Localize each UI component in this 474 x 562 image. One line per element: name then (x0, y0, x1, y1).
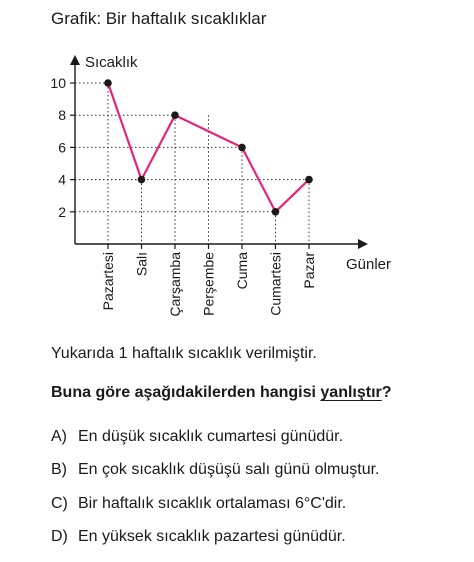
intro-text: Yukarıda 1 haftalık sıcaklık verilmiştir. (51, 345, 317, 362)
option-b[interactable] (51, 461, 379, 479)
question-text (51, 384, 392, 402)
y-tick-label: 2 (58, 203, 66, 220)
question-after: ? (381, 384, 392, 401)
data-point (272, 208, 280, 216)
x-axis-arrow (358, 239, 368, 249)
option-a[interactable] (51, 428, 343, 446)
option-c-label: C) (51, 495, 68, 512)
x-axis-label: Günler (346, 256, 392, 273)
y-tick-label: 10 (50, 75, 66, 91)
option-a-label: A) (51, 428, 67, 445)
option-b-text: En çok sıcaklık düşüşü salı günü olmuştur. (78, 461, 380, 478)
question-before: Buna göre aşağıdakilerden hangisi (51, 384, 321, 401)
x-tick-label: Cuma (234, 252, 250, 290)
option-d-label: D) (51, 528, 68, 545)
option-b-label: B) (51, 461, 67, 478)
option-d[interactable] (51, 528, 346, 546)
y-axis-label: Sıcaklık (85, 54, 138, 71)
option-c-text: Bir haftalık sıcaklık ortalaması 6°C'dir. (78, 495, 347, 512)
x-tick-label: Pazartesi (100, 252, 116, 311)
x-tick-label: Salı (133, 252, 150, 277)
x-tick-label: Cumartesi (267, 252, 284, 316)
option-a-text: En düşük sıcaklık cumartesi günüdür. (78, 428, 344, 445)
x-tick-label: Çarşamba (167, 252, 183, 317)
y-axis-arrow (70, 55, 80, 65)
data-point (104, 79, 112, 87)
y-tick-label: 8 (58, 107, 66, 124)
option-c[interactable] (51, 495, 346, 513)
data-point (171, 111, 179, 119)
x-tick-label: Pazar (301, 252, 317, 289)
option-d-text: En yüksek sıcaklık pazartesi günüdür. (78, 528, 346, 545)
data-point (138, 176, 146, 184)
y-tick-label: 6 (58, 139, 66, 156)
chart-title: Grafik: Bir haftalık sıcaklıklar (51, 9, 267, 28)
data-point (238, 144, 246, 152)
x-tick-label: Perşembe (200, 252, 217, 316)
question-emphasis: yanlıştır (320, 384, 382, 401)
data-point (305, 176, 313, 184)
y-tick-label: 4 (58, 171, 66, 188)
